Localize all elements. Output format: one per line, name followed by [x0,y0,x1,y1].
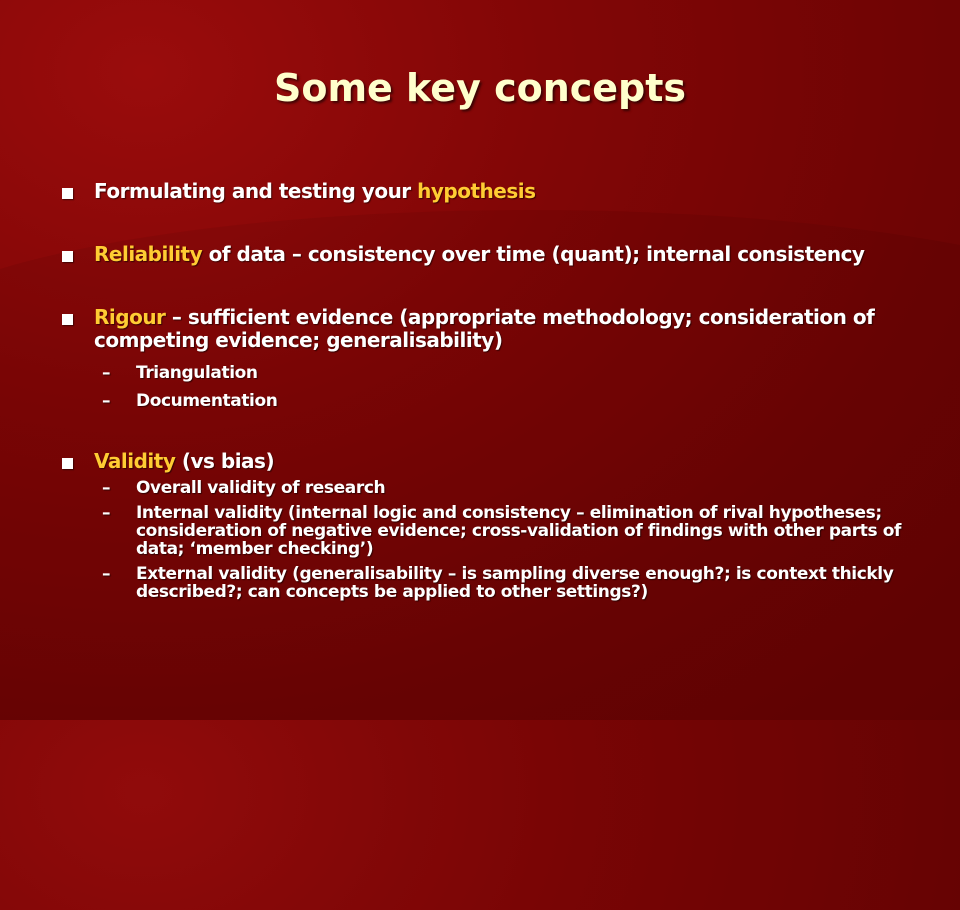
square-bullet-icon [62,188,73,199]
sub-bullet-text: Documentation [136,391,278,411]
slide-title: Some key concepts [273,66,687,110]
square-bullet-icon [62,314,73,325]
sub-bullet-text: Overall validity of research [136,478,386,498]
bullet-text: Formulating and testing your [94,179,418,203]
sub-bullet-text: Triangulation [136,363,258,383]
slide-content [60,180,920,601]
square-bullet-icon [62,251,73,262]
bullet-validity [60,450,920,473]
bullet-text: (vs bias) [175,449,275,473]
bullet-highlight: Reliability [94,242,203,266]
bullet-hypothesis [60,180,920,203]
bullet-reliability [60,243,920,266]
bullet-highlight: hypothesis [417,179,536,203]
dash-marker: – [102,503,111,523]
square-bullet-icon [62,458,73,469]
sub-bullet-text: External validity (generalisability – is sampling diverse enough?; is context thickly described?; can concepts be applied to other settings?) [136,564,894,602]
sub-bullet-overall-validity [60,479,920,497]
sub-bullet-text: Internal validity (internal logic and consistency – elimination of rival hypotheses; consideration of negative evidence; cross-validation of findings with other parts of data; ‘member checking’) [136,503,901,559]
dash-marker: – [102,564,111,584]
bullet-highlight: Rigour [94,305,166,329]
bullet-highlight: Validity [94,449,176,473]
sub-bullet-documentation [60,392,920,410]
dash-marker: – [102,363,111,383]
bullet-text: – sufficient evidence (appropriate methodology; consideration of competing evidence; generalisability) [94,305,875,352]
bullet-text: of data – consistency over time (quant); internal consistency [202,242,865,266]
bullet-rigour [60,306,920,352]
dash-marker: – [102,478,111,498]
sub-bullet-triangulation [60,364,920,382]
dash-marker: – [102,391,111,411]
sub-bullet-internal-validity [60,504,920,558]
sub-bullet-external-validity [60,565,920,601]
